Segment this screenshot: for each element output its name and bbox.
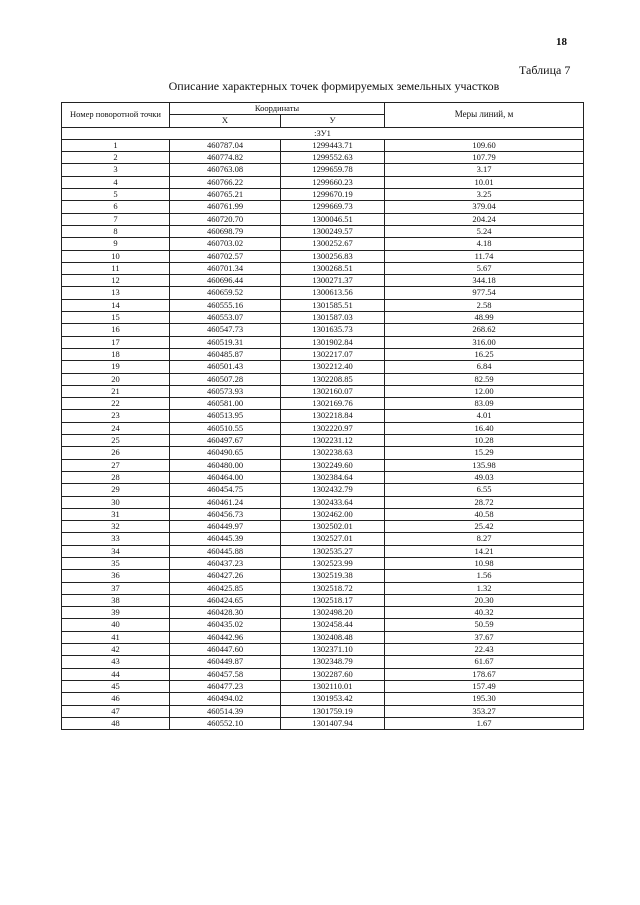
cell-x: 460774.82 — [170, 152, 281, 164]
cell-y: 1302408.48 — [281, 631, 385, 643]
table-row — [62, 324, 584, 336]
cell-line-measure: 135.98 — [385, 459, 584, 471]
table-row — [62, 447, 584, 459]
cell-point-number: 17 — [62, 336, 170, 348]
cell-x: 460555.16 — [170, 299, 281, 311]
cell-y: 1302231.12 — [281, 435, 385, 447]
cell-y: 1302518.17 — [281, 594, 385, 606]
cell-line-measure: 61.67 — [385, 656, 584, 668]
cell-point-number: 31 — [62, 508, 170, 520]
cell-line-measure: 344.18 — [385, 275, 584, 287]
cell-line-measure: 3.17 — [385, 164, 584, 176]
cell-y: 1300268.51 — [281, 262, 385, 274]
table-row — [62, 250, 584, 262]
cell-y: 1302220.97 — [281, 422, 385, 434]
cell-point-number: 18 — [62, 348, 170, 360]
table-row — [62, 644, 584, 656]
table-row — [62, 275, 584, 287]
cell-point-number: 34 — [62, 545, 170, 557]
cell-line-measure: 1.32 — [385, 582, 584, 594]
cell-x: 460766.22 — [170, 176, 281, 188]
table-row — [62, 582, 584, 594]
header-y: У — [281, 115, 385, 127]
cell-point-number: 20 — [62, 373, 170, 385]
cell-line-measure: 11.74 — [385, 250, 584, 262]
table-row — [62, 213, 584, 225]
cell-y: 1300271.37 — [281, 275, 385, 287]
cell-x: 460437.23 — [170, 557, 281, 569]
table-row — [62, 668, 584, 680]
cell-x: 460449.97 — [170, 521, 281, 533]
cell-line-measure: 49.03 — [385, 471, 584, 483]
cell-point-number: 42 — [62, 644, 170, 656]
cell-y: 1302371.10 — [281, 644, 385, 656]
cell-line-measure: 353.27 — [385, 705, 584, 717]
cell-line-measure: 40.32 — [385, 607, 584, 619]
cell-x: 460442.96 — [170, 631, 281, 643]
cell-point-number: 44 — [62, 668, 170, 680]
table-row — [62, 570, 584, 582]
cell-line-measure: 8.27 — [385, 533, 584, 545]
cell-y: 1301407.94 — [281, 717, 385, 729]
cell-y: 1302498.20 — [281, 607, 385, 619]
cell-line-measure: 1.56 — [385, 570, 584, 582]
cell-line-measure: 2.58 — [385, 299, 584, 311]
header-x: X — [170, 115, 281, 127]
cell-y: 1302160.07 — [281, 385, 385, 397]
cell-point-number: 30 — [62, 496, 170, 508]
table-row — [62, 238, 584, 250]
cell-point-number: 24 — [62, 422, 170, 434]
cell-point-number: 11 — [62, 262, 170, 274]
table-row — [62, 533, 584, 545]
table-row — [62, 299, 584, 311]
table-row — [62, 545, 584, 557]
cell-y: 1299669.73 — [281, 201, 385, 213]
cell-line-measure: 28.72 — [385, 496, 584, 508]
cell-x: 460456.73 — [170, 508, 281, 520]
cell-line-measure: 6.55 — [385, 484, 584, 496]
table-row — [62, 164, 584, 176]
cell-y: 1302217.07 — [281, 348, 385, 360]
cell-point-number: 16 — [62, 324, 170, 336]
cell-point-number: 4 — [62, 176, 170, 188]
cell-line-measure: 204.24 — [385, 213, 584, 225]
table-row — [62, 201, 584, 213]
cell-y: 1301902.84 — [281, 336, 385, 348]
cell-x: 460659.52 — [170, 287, 281, 299]
cell-x: 460497.67 — [170, 435, 281, 447]
cell-x: 460765.21 — [170, 189, 281, 201]
cell-x: 460449.87 — [170, 656, 281, 668]
table-row — [62, 398, 584, 410]
cell-point-number: 22 — [62, 398, 170, 410]
cell-y: 1300256.83 — [281, 250, 385, 262]
table-label: Таблица 7 — [519, 63, 571, 77]
cell-line-measure: 25.42 — [385, 521, 584, 533]
cell-point-number: 23 — [62, 410, 170, 422]
cell-line-measure: 3.25 — [385, 189, 584, 201]
cell-y: 1299670.19 — [281, 189, 385, 201]
document-title: Описание характерных точек формируемых земельных участков — [168, 79, 500, 93]
cell-point-number: 19 — [62, 361, 170, 373]
cell-y: 1302208.85 — [281, 373, 385, 385]
cell-point-number: 46 — [62, 693, 170, 705]
cell-point-number: 41 — [62, 631, 170, 643]
cell-y: 1302432.79 — [281, 484, 385, 496]
cell-point-number: 32 — [62, 521, 170, 533]
table-row — [62, 521, 584, 533]
cell-point-number: 47 — [62, 705, 170, 717]
cell-x: 460702.57 — [170, 250, 281, 262]
cell-x: 460457.58 — [170, 668, 281, 680]
cell-line-measure: 16.25 — [385, 348, 584, 360]
cell-point-number: 26 — [62, 447, 170, 459]
table-row — [62, 348, 584, 360]
cell-line-measure: 379.04 — [385, 201, 584, 213]
cell-x: 460761.99 — [170, 201, 281, 213]
cell-y: 1302462.00 — [281, 508, 385, 520]
cell-y: 1301635.73 — [281, 324, 385, 336]
cell-x: 460547.73 — [170, 324, 281, 336]
cell-point-number: 5 — [62, 189, 170, 201]
table-row — [62, 484, 584, 496]
cell-point-number: 29 — [62, 484, 170, 496]
cell-point-number: 8 — [62, 225, 170, 237]
cell-point-number: 10 — [62, 250, 170, 262]
table-row — [62, 508, 584, 520]
cell-x: 460427.26 — [170, 570, 281, 582]
table-row — [62, 619, 584, 631]
table-row — [62, 225, 584, 237]
cell-y: 1302110.01 — [281, 680, 385, 692]
cell-y: 1302535.27 — [281, 545, 385, 557]
cell-x: 460720.70 — [170, 213, 281, 225]
cell-line-measure: 1.67 — [385, 717, 584, 729]
table-row — [62, 139, 584, 151]
table-row — [62, 410, 584, 422]
cell-x: 460573.93 — [170, 385, 281, 397]
cell-y: 1302384.64 — [281, 471, 385, 483]
cell-x: 460445.88 — [170, 545, 281, 557]
table-row — [62, 705, 584, 717]
table-row — [62, 385, 584, 397]
header-line-measure: Меры линий, м — [385, 103, 584, 128]
cell-x: 460494.02 — [170, 693, 281, 705]
cell-y: 1302523.99 — [281, 557, 385, 569]
cell-x: 460424.65 — [170, 594, 281, 606]
cell-y: 1302518.72 — [281, 582, 385, 594]
cell-point-number: 38 — [62, 594, 170, 606]
cell-x: 460513.95 — [170, 410, 281, 422]
cell-line-measure: 40.58 — [385, 508, 584, 520]
cell-line-measure: 157.49 — [385, 680, 584, 692]
table-row — [62, 471, 584, 483]
cell-line-measure: 178.67 — [385, 668, 584, 680]
cell-line-measure: 268.62 — [385, 324, 584, 336]
cell-point-number: 14 — [62, 299, 170, 311]
cell-line-measure: 10.28 — [385, 435, 584, 447]
cell-line-measure: 16.40 — [385, 422, 584, 434]
cell-point-number: 37 — [62, 582, 170, 594]
table-row — [62, 176, 584, 188]
cell-y: 1302458.44 — [281, 619, 385, 631]
cell-point-number: 1 — [62, 139, 170, 151]
table-row — [62, 189, 584, 201]
cell-y: 1302527.01 — [281, 533, 385, 545]
cell-x: 460454.75 — [170, 484, 281, 496]
cell-line-measure: 22.43 — [385, 644, 584, 656]
cell-point-number: 40 — [62, 619, 170, 631]
cell-x: 460514.39 — [170, 705, 281, 717]
cell-line-measure: 195.30 — [385, 693, 584, 705]
cell-line-measure: 4.01 — [385, 410, 584, 422]
header-coordinates: Координаты — [170, 103, 385, 115]
cell-line-measure: 5.24 — [385, 225, 584, 237]
cell-line-measure: 977.54 — [385, 287, 584, 299]
header-point-number: Номер поворотной точки — [62, 103, 170, 128]
table-row — [62, 422, 584, 434]
cell-x: 460510.55 — [170, 422, 281, 434]
cell-point-number: 12 — [62, 275, 170, 287]
cell-point-number: 13 — [62, 287, 170, 299]
cell-point-number: 6 — [62, 201, 170, 213]
cell-line-measure: 6.84 — [385, 361, 584, 373]
cell-x: 460490.65 — [170, 447, 281, 459]
cell-line-measure: 316.00 — [385, 336, 584, 348]
cell-y: 1299443.71 — [281, 139, 385, 151]
table-row — [62, 152, 584, 164]
cell-line-measure: 50.59 — [385, 619, 584, 631]
table-row — [62, 336, 584, 348]
table-row — [62, 287, 584, 299]
table-row — [62, 435, 584, 447]
table-row — [62, 607, 584, 619]
section-label: :ЗУ1 — [62, 127, 584, 139]
cell-point-number: 43 — [62, 656, 170, 668]
cell-x: 460787.04 — [170, 139, 281, 151]
cell-y: 1302212.40 — [281, 361, 385, 373]
cell-y: 1299659.78 — [281, 164, 385, 176]
cell-point-number: 7 — [62, 213, 170, 225]
cell-x: 460553.07 — [170, 312, 281, 324]
cell-line-measure: 5.67 — [385, 262, 584, 274]
cell-x: 460581.00 — [170, 398, 281, 410]
cell-x: 460447.60 — [170, 644, 281, 656]
table-row — [62, 594, 584, 606]
cell-y: 1300249.57 — [281, 225, 385, 237]
cell-y: 1301953.42 — [281, 693, 385, 705]
cell-point-number: 15 — [62, 312, 170, 324]
cell-line-measure: 10.98 — [385, 557, 584, 569]
cell-x: 460425.85 — [170, 582, 281, 594]
cell-point-number: 39 — [62, 607, 170, 619]
cell-line-measure: 15.29 — [385, 447, 584, 459]
cell-x: 460485.87 — [170, 348, 281, 360]
table-row — [62, 312, 584, 324]
cell-y: 1302238.63 — [281, 447, 385, 459]
cell-y: 1302433.64 — [281, 496, 385, 508]
table-row — [62, 557, 584, 569]
table-row — [62, 631, 584, 643]
cell-y: 1301585.51 — [281, 299, 385, 311]
cell-x: 460428.30 — [170, 607, 281, 619]
cell-point-number: 27 — [62, 459, 170, 471]
cell-line-measure: 107.79 — [385, 152, 584, 164]
cell-line-measure: 37.67 — [385, 631, 584, 643]
table-row — [62, 373, 584, 385]
table-row — [62, 680, 584, 692]
cell-y: 1300046.51 — [281, 213, 385, 225]
cell-point-number: 45 — [62, 680, 170, 692]
cell-line-measure: 4.18 — [385, 238, 584, 250]
cell-point-number: 3 — [62, 164, 170, 176]
cell-y: 1302249.60 — [281, 459, 385, 471]
page-number: 18 — [556, 36, 567, 48]
cell-point-number: 9 — [62, 238, 170, 250]
table-row — [62, 262, 584, 274]
cell-y: 1301759.19 — [281, 705, 385, 717]
cell-y: 1299660.23 — [281, 176, 385, 188]
table-row — [62, 656, 584, 668]
cell-x: 460501.43 — [170, 361, 281, 373]
cell-y: 1302169.76 — [281, 398, 385, 410]
cell-point-number: 2 — [62, 152, 170, 164]
cell-x: 460464.00 — [170, 471, 281, 483]
cell-x: 460552.10 — [170, 717, 281, 729]
table-row — [62, 496, 584, 508]
cell-line-measure: 12.00 — [385, 385, 584, 397]
coordinates-table — [61, 102, 584, 730]
cell-point-number: 35 — [62, 557, 170, 569]
cell-point-number: 33 — [62, 533, 170, 545]
cell-x: 460445.39 — [170, 533, 281, 545]
cell-point-number: 36 — [62, 570, 170, 582]
cell-y: 1302287.60 — [281, 668, 385, 680]
table-row — [62, 717, 584, 729]
cell-x: 460519.31 — [170, 336, 281, 348]
cell-point-number: 28 — [62, 471, 170, 483]
cell-y: 1300613.56 — [281, 287, 385, 299]
cell-y: 1302218.84 — [281, 410, 385, 422]
cell-point-number: 25 — [62, 435, 170, 447]
table-row — [62, 361, 584, 373]
cell-line-measure: 20.30 — [385, 594, 584, 606]
table-row — [62, 459, 584, 471]
cell-x: 460763.08 — [170, 164, 281, 176]
cell-y: 1302502.01 — [281, 521, 385, 533]
cell-x: 460701.34 — [170, 262, 281, 274]
cell-x: 460477.23 — [170, 680, 281, 692]
cell-y: 1302519.38 — [281, 570, 385, 582]
cell-x: 460703.02 — [170, 238, 281, 250]
cell-y: 1301587.03 — [281, 312, 385, 324]
cell-line-measure: 83.09 — [385, 398, 584, 410]
cell-x: 460461.24 — [170, 496, 281, 508]
cell-point-number: 21 — [62, 385, 170, 397]
cell-y: 1300252.67 — [281, 238, 385, 250]
cell-x: 460696.44 — [170, 275, 281, 287]
cell-x: 460698.79 — [170, 225, 281, 237]
cell-x: 460435.02 — [170, 619, 281, 631]
cell-line-measure: 109.60 — [385, 139, 584, 151]
cell-point-number: 48 — [62, 717, 170, 729]
cell-line-measure: 48.99 — [385, 312, 584, 324]
table-body — [62, 127, 584, 730]
cell-x: 460480.00 — [170, 459, 281, 471]
cell-line-measure: 14.21 — [385, 545, 584, 557]
section-row — [62, 127, 584, 139]
cell-line-measure: 82.59 — [385, 373, 584, 385]
cell-y: 1302348.79 — [281, 656, 385, 668]
cell-y: 1299552.63 — [281, 152, 385, 164]
table-row — [62, 693, 584, 705]
cell-x: 460507.28 — [170, 373, 281, 385]
cell-line-measure: 10.01 — [385, 176, 584, 188]
